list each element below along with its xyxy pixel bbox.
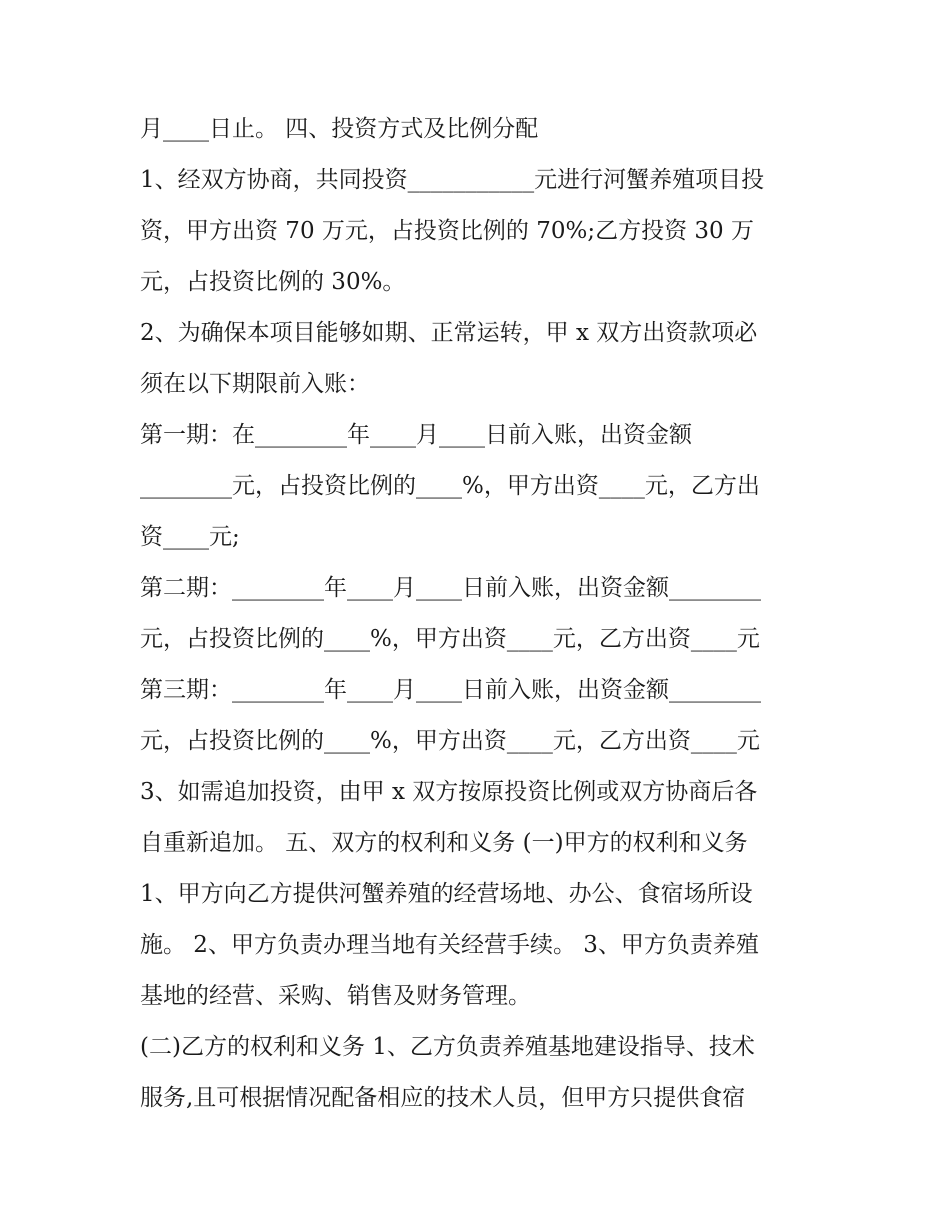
text-line: 自重新追加。 五、双方的权利和义务 (一)甲方的权利和义务 <box>140 830 748 856</box>
text-line: 服务,且可根据情况配备相应的技术人员，但甲方只提供食宿 <box>140 1085 746 1111</box>
text-line: 2、为确保本项目能够如期、正常运转，甲 x 双方出资款项必 <box>140 320 758 346</box>
text-line: 元，占投资比例的 30%。 <box>140 269 406 295</box>
text-line: 第三期：________年____月____日前入账，出资金额________ <box>140 677 761 703</box>
text-line: 基地的经营、采购、销售及财务管理。 <box>140 983 531 1009</box>
text-line: 1、甲方向乙方提供河蟹养殖的经营场地、办公、食宿场所设 <box>140 881 753 907</box>
document-body <box>140 104 820 1124</box>
text-line: 第二期：________年____月____日前入账，出资金额________ <box>140 575 761 601</box>
text-line: 元，占投资比例的____%，甲方出资____元，乙方出资____元 <box>140 728 760 754</box>
text-line: 月____日止。 四、投资方式及比例分配 <box>140 116 539 142</box>
text-line: 资，甲方出资 70 万元，占投资比例的 70%;乙方投资 30 万 <box>140 218 754 244</box>
text-line: 第一期：在________年____月____日前入账，出资金额 <box>140 422 692 448</box>
text-line: 1、经双方协商，共同投资___________元进行河蟹养殖项目投 <box>140 167 765 193</box>
text-line: ________元，占投资比例的____%，甲方出资____元，乙方出 <box>140 473 760 499</box>
text-line: 施。 2、甲方负责办理当地有关经营手续。 3、甲方负责养殖 <box>140 932 759 958</box>
text-line: (二)乙方的权利和义务 1、乙方负责养殖基地建设指导、技术 <box>140 1034 755 1060</box>
text-line: 元，占投资比例的____%，甲方出资____元，乙方出资____元 <box>140 626 760 652</box>
text-line: 资____元; <box>140 524 240 550</box>
text-line: 须在以下期限前入账： <box>140 371 370 397</box>
text-line: 3、如需追加投资，由甲 x 双方按原投资比例或双方协商后各 <box>140 779 758 805</box>
